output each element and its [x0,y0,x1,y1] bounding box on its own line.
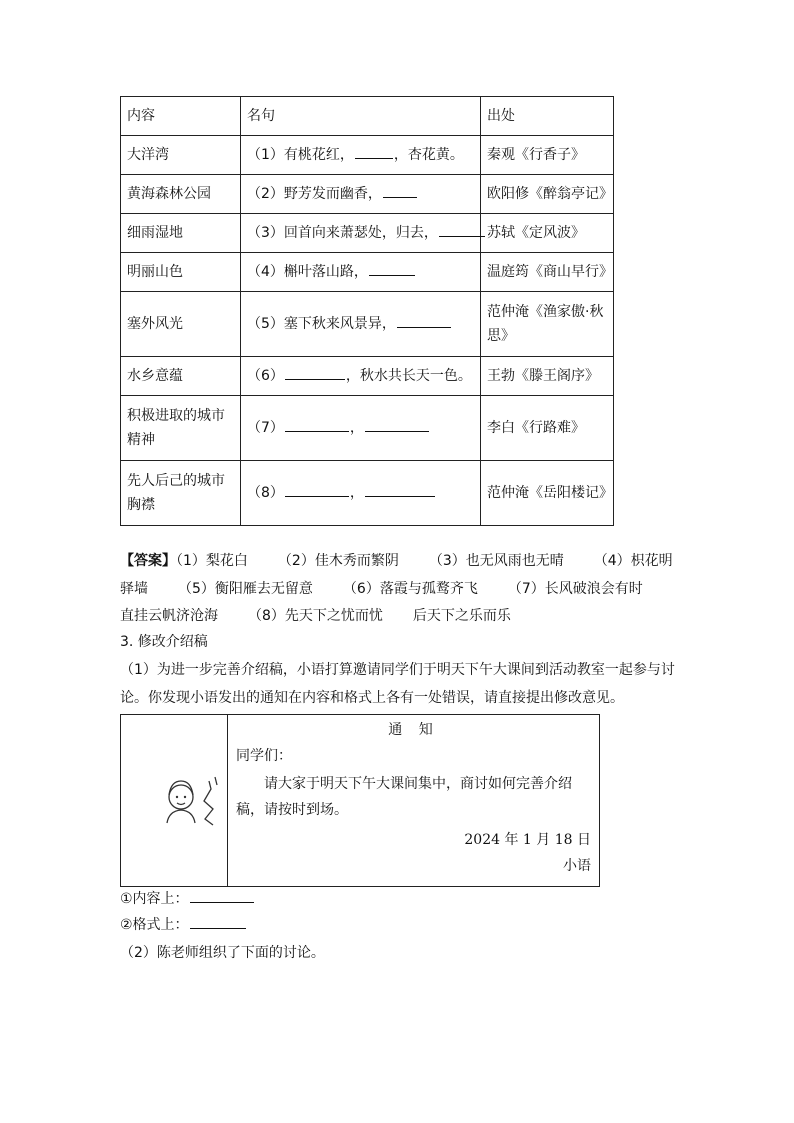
row-line [241,214,481,253]
row-line [241,461,481,526]
answer-item: 后天下之乐而乐 [412,608,511,624]
table-row [121,357,614,396]
table-row [121,461,614,526]
notice-illustration [121,715,228,886]
row-content: 大洋湾 [121,136,241,175]
question-2: （2）陈老师组织了下面的讨论。 [120,945,325,961]
row-content: 积极进取的城市精神 [121,396,241,461]
answer-label: 【答案】 [120,553,176,569]
notice-title: 通 知 [388,722,439,738]
header-source: 出处 [481,97,614,136]
line-text: ，杏花黄。 [393,147,464,163]
line-text: （3）回首向来萧瑟处，归去， [247,225,438,241]
answer-item: （7）长风破浪会有时 [507,580,643,597]
row-content: 塞外风光 [121,292,241,357]
row-line [241,175,481,214]
row-source: 范仲淹《渔家傲·秋思》 [481,292,614,357]
answer-block [120,548,680,631]
answer-item: （5）衡阳雁去无留意 [178,580,313,597]
line-text: （6） [247,368,284,384]
notice-salutation: 同学们： [236,748,292,764]
format-fill-line [120,914,247,936]
notice-signature: 小语 [563,858,591,874]
answer-item: 直挂云帆济沧海 [120,608,218,624]
section-title: 3. 修改介绍稿 [120,634,208,650]
line-text: （8） [247,485,284,501]
notice-content [228,715,599,886]
line-text: （1）有桃花红， [247,147,354,163]
answer-blank[interactable] [439,222,485,237]
row-line [241,136,481,175]
poem-table [120,96,614,526]
header-content: 内容 [121,97,241,136]
line-text: （5）塞下秋来风景异， [247,316,396,332]
table-row [121,253,614,292]
row-source: 欧阳修《醉翁亭记》 [481,175,614,214]
answer-blank[interactable] [355,144,393,159]
table-row [121,292,614,357]
row-content: 明丽山色 [121,253,241,292]
answer-blank[interactable] [285,417,349,432]
row-content: 黄海森林公园 [121,175,241,214]
format-label: ②格式上： [120,917,189,933]
line-text: ， [349,420,364,436]
line-text: （2）野芳发而幽香， [247,186,382,202]
row-line [241,253,481,292]
question-text: （1）为进一步完善介绍稿，小语打算邀请同学们于明天下午大课间到活动教室一起参与讨论。你发现小语发出的通知在内容和格式上各有一处错误，请直接提出修改意见。 [120,662,675,706]
notice-box [120,714,600,887]
answer-blank[interactable] [369,261,415,276]
table-header-row [121,97,614,136]
row-line [241,357,481,396]
row-source: 苏轼《定风波》 [481,214,614,253]
table-row [121,396,614,461]
answer-item: （4）枳花明驿墙 [120,553,673,597]
table-row [121,136,614,175]
content-fill-line [120,888,255,910]
line-text: ， [349,485,364,501]
line-text: （7） [247,420,284,436]
row-source: 李白《行路难》 [481,396,614,461]
content-label: ①内容上： [120,891,189,907]
line-text: （4）槲叶落山路， [247,264,368,280]
table-row [121,175,614,214]
row-source: 范仲淹《岳阳楼记》 [481,461,614,526]
row-content: 先人后己的城市胸襟 [121,461,241,526]
row-line [241,292,481,357]
format-answer-blank[interactable] [190,914,246,929]
notice-body: 请大家于明天下午大课间集中，商讨如何完善介绍稿，请按时到场。 [236,776,572,818]
row-source: 王勃《滕王阁序》 [481,357,614,396]
answer-blank[interactable] [383,183,417,198]
row-line [241,396,481,461]
line-text: ，秋水共长天一色。 [345,368,472,384]
answer-blank[interactable] [365,417,429,432]
table-row [121,214,614,253]
row-content: 细雨湿地 [121,214,241,253]
answer-blank[interactable] [365,482,435,497]
answer-blank[interactable] [285,482,349,497]
row-content: 水乡意蕴 [121,357,241,396]
speaking-person-icon [121,715,227,886]
row-source: 温庭筠《商山早行》 [481,253,614,292]
header-line: 名句 [241,97,481,136]
answer-item: （2）佳木秀而繁阴 [277,553,399,569]
row-source: 秦观《行香子》 [481,136,614,175]
content-answer-blank[interactable] [190,888,254,903]
answer-item: （6）落霞与孤鹜齐飞 [342,580,478,597]
notice-date: 2024 年 1 月 18 日 [464,832,591,848]
answer-item: （1）梨花白 [176,553,248,569]
answer-blank[interactable] [397,313,451,328]
answer-item: （8）先天下之忧而忧 [248,608,383,624]
answer-blank[interactable] [285,365,345,380]
answer-item: （3）也无风雨也无晴 [428,553,564,569]
